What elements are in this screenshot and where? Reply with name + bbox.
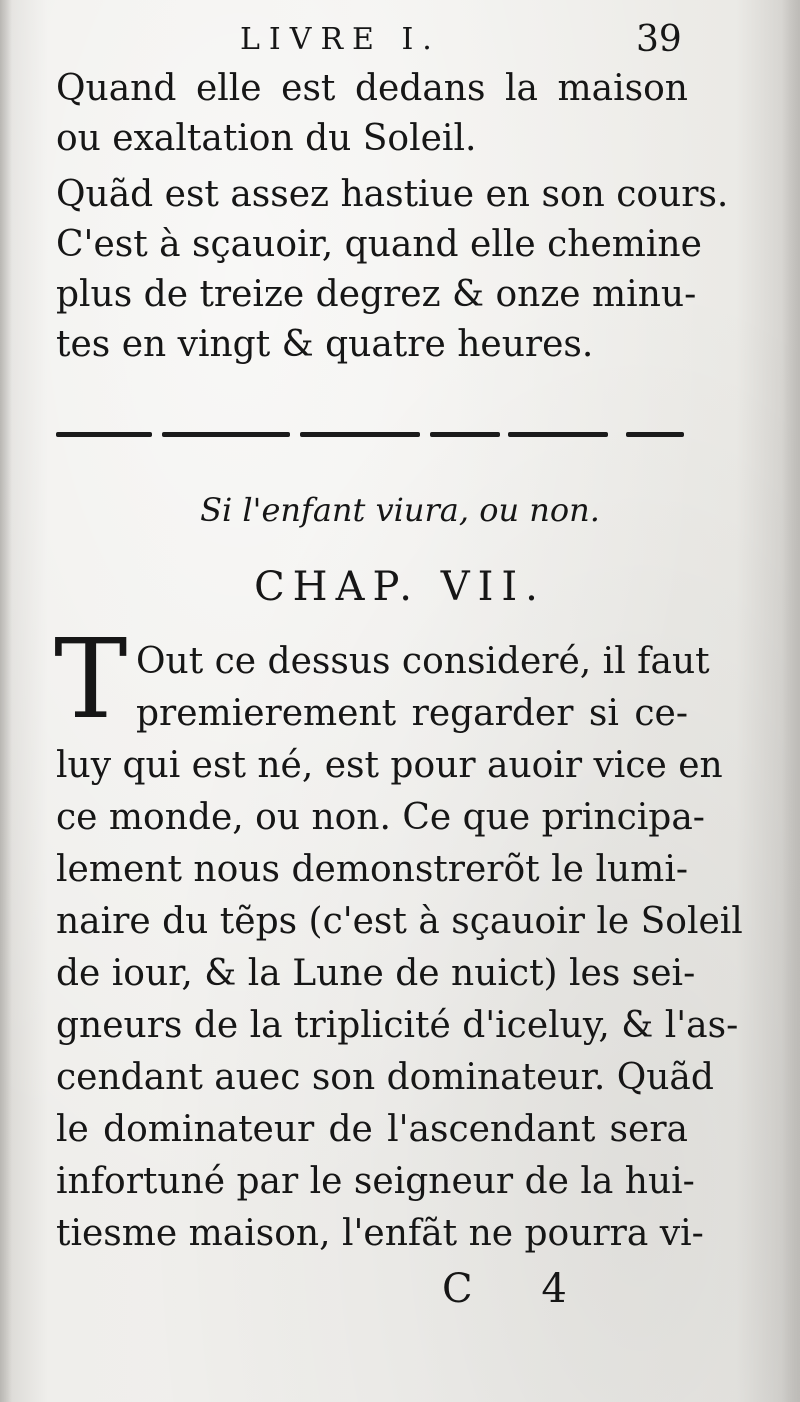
- page-edge-shadow-left: [0, 0, 12, 1402]
- text-line: Out ce dessus consideré, il faut: [136, 641, 710, 682]
- rule-segment: [300, 432, 420, 437]
- drop-cap: T: [54, 615, 128, 743]
- rule-segment: [626, 432, 684, 437]
- ornamental-rule: [56, 428, 684, 442]
- text-line: Quãd est assez hastiue en son cours.: [56, 174, 729, 215]
- text-line: lement nous demonstrerõt le lumi-: [56, 849, 688, 890]
- running-head: LIVRE I.: [240, 22, 441, 57]
- text-line: luy qui est né, est pour auoir vice en: [56, 745, 723, 786]
- text-line: infortuné par le seigneur de la hui-: [56, 1161, 695, 1202]
- text-line: plus de treize degrez & onze minu-: [56, 274, 697, 315]
- text-line: ou exaltation du Soleil.: [56, 118, 477, 159]
- text-line: de iour, & la Lune de nuict) les sei-: [56, 953, 696, 994]
- text-line: Quand elle est dedans la maison: [56, 68, 688, 109]
- text-line: naire du tẽps (c'est à sçauoir le Soleil: [56, 901, 743, 942]
- text-line: ce monde, ou non. Ce que principa-: [56, 797, 705, 838]
- page-edge-shadow-right: [782, 0, 800, 1402]
- text-line: gneurs de la triplicité d'iceluy, & l'as-: [56, 1005, 739, 1046]
- text-block-main: [56, 636, 743, 1260]
- chapter-title: Si l'enfant viura, ou non.: [200, 491, 600, 529]
- rule-segment: [508, 432, 608, 437]
- page-number: 39: [636, 19, 682, 60]
- text-line: tiesme maison, l'enfãt ne pourra vi-: [56, 1213, 704, 1254]
- signature-mark: C 4: [442, 1266, 595, 1312]
- rule-segment: [162, 432, 290, 437]
- text-line: le dominateur de l'ascendant sera: [56, 1109, 688, 1150]
- text-block-top: [56, 64, 729, 370]
- text-line: premierement regarder si ce-: [136, 693, 688, 734]
- text-line: tes en vingt & quatre heures.: [56, 324, 594, 365]
- rule-segment: [430, 432, 500, 437]
- text-line: C'est à sçauoir, quand elle chemine: [56, 224, 702, 265]
- chapter-heading: CHAP. VII.: [254, 564, 546, 610]
- text-line: cendant auec son dominateur. Quãd: [56, 1057, 714, 1098]
- rule-segment: [56, 432, 152, 437]
